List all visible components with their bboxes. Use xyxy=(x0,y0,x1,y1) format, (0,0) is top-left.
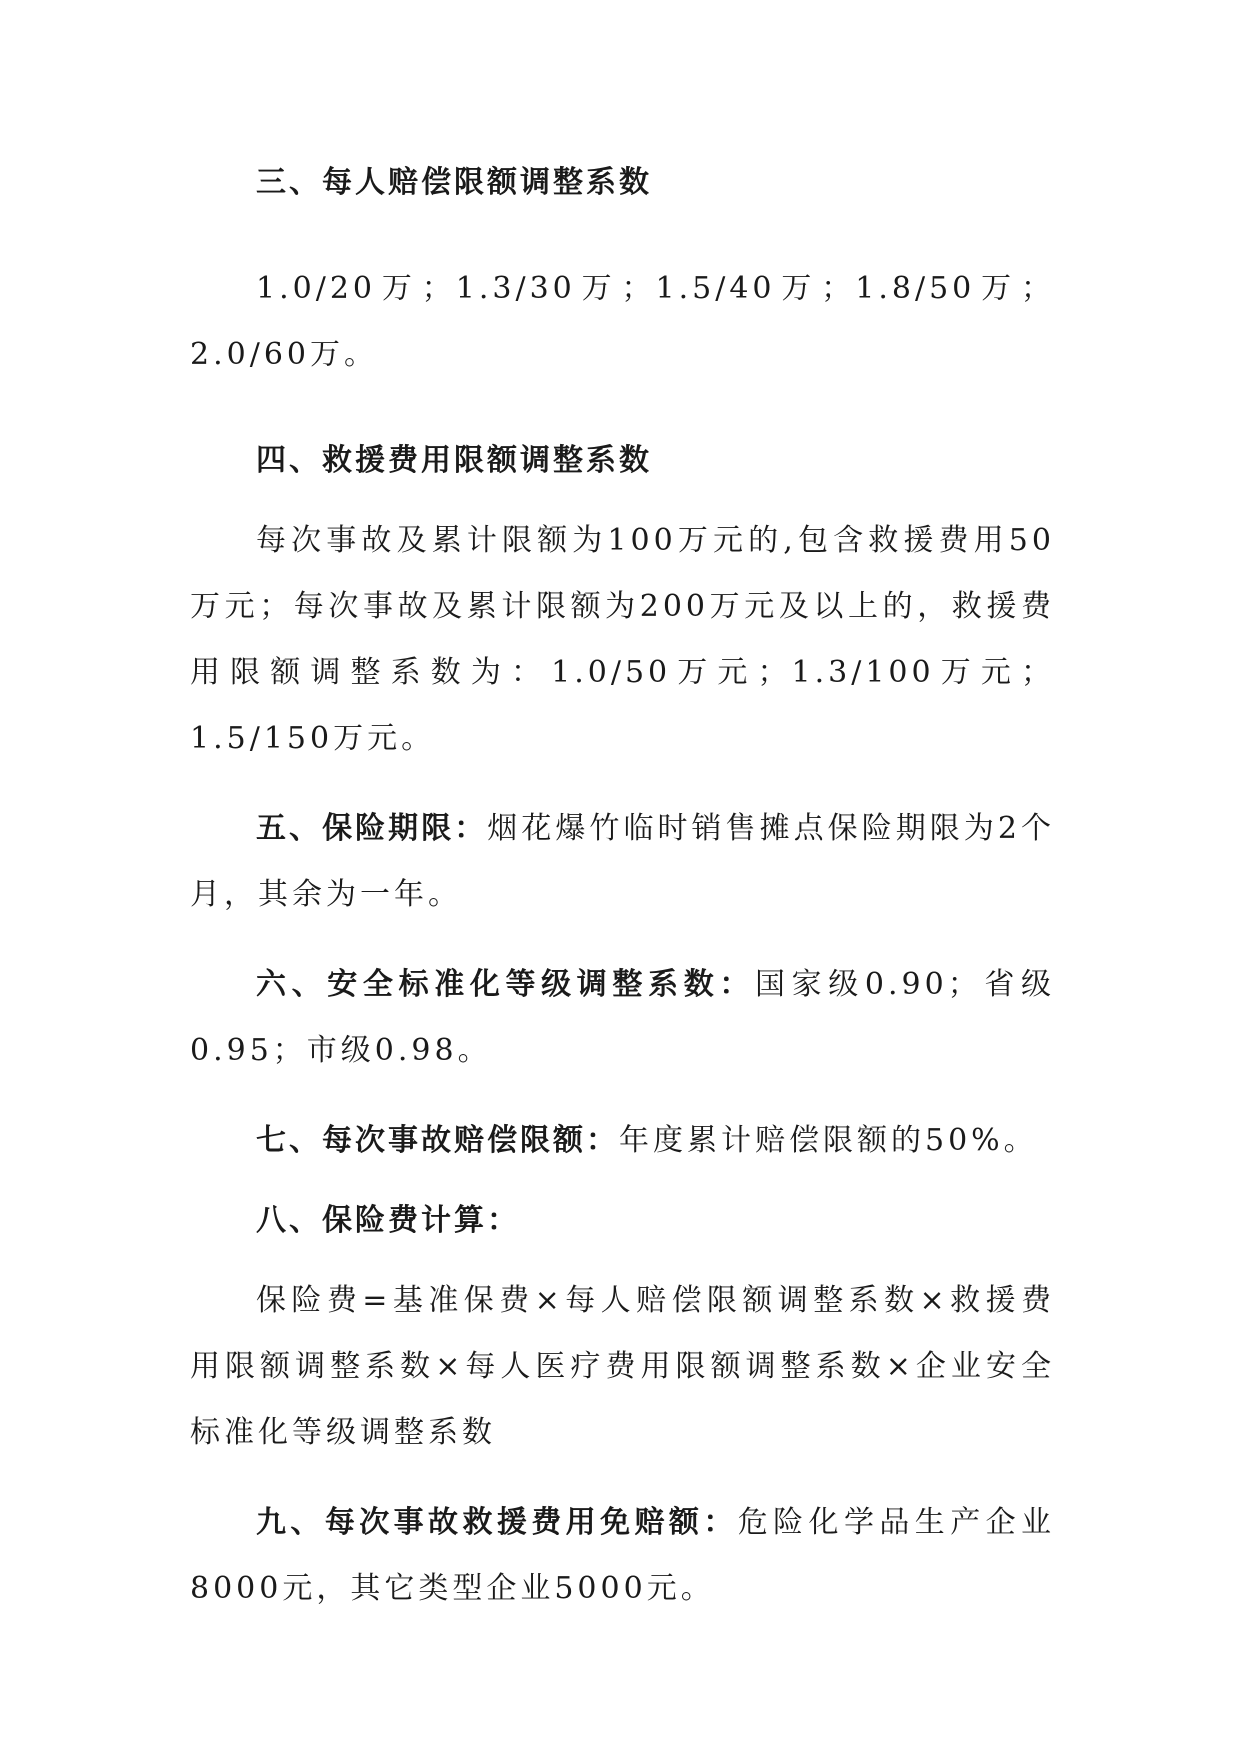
section-3-body: 1.0/20万；1.3/30万；1.5/40万；1.8/50万；2.0/60万。 xyxy=(190,271,1055,372)
section-8-heading: 八、保险费计算： xyxy=(256,1203,520,1238)
section-7-body: 年度累计赔偿限额的50%。 xyxy=(619,1123,1038,1158)
document-page xyxy=(190,150,1055,1622)
section-9 xyxy=(190,1490,1055,1622)
section-9-heading: 九、每次事故救援费用免赔额： xyxy=(256,1505,738,1540)
section-8-body: 保险费=基准保费×每人赔偿限额调整系数×救援费用限额调整系数×每人医疗费用限额调整系数×企业安全标准化等级调整系数 xyxy=(190,1283,1055,1450)
section-4-heading: 四、救援费用限额调整系数 xyxy=(256,443,652,478)
section-5-heading: 五、保险期限： xyxy=(256,811,488,846)
section-4-body: 每次事故及累计限额为100万元的,包含救援费用50万元；每次事故及累计限额为200万元及以上的，救援费用限额调整系数为：1.0/50万元；1.3/100万元；1.5/150万元。 xyxy=(190,523,1055,756)
section-6-heading: 六、安全标准化等级调整系数： xyxy=(256,967,755,1002)
section-9-body: 危险化学品生产企业8000元，其它类型企业5000元。 xyxy=(190,1505,1056,1606)
section-7-heading: 七、每次事故赔偿限额： xyxy=(256,1123,619,1158)
section-3-heading: 三、每人赔偿限额调整系数 xyxy=(256,165,652,200)
section-6-body: 国家级0.90；省级0.95；市级0.98。 xyxy=(190,967,1056,1068)
section-6 xyxy=(190,952,1055,1084)
section-5 xyxy=(190,796,1055,928)
section-5-body: 烟花爆竹临时销售摊点保险期限为2个月，其余为一年。 xyxy=(190,811,1055,912)
section-7 xyxy=(190,1108,1055,1174)
